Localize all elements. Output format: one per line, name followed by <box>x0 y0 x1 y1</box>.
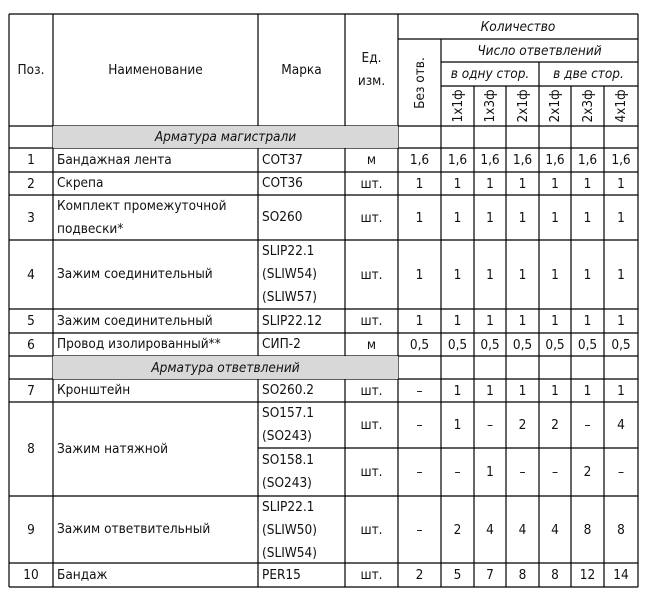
row-mark <box>258 402 345 448</box>
row-value: – <box>486 417 494 433</box>
header-no-branch: Без отв. <box>411 56 428 109</box>
row-unit: шт. <box>360 209 383 226</box>
row-name <box>53 240 258 309</box>
row-value: 1 <box>551 382 559 399</box>
row-value: 1 <box>583 382 592 399</box>
row-value: 0,5 <box>480 336 500 353</box>
row-value: – <box>454 464 461 480</box>
row-mark <box>258 148 345 172</box>
row-mark <box>258 333 345 356</box>
row-name <box>53 402 258 496</box>
row-value: 1 <box>486 382 494 399</box>
row-value: – <box>416 417 423 433</box>
row-value: 4 <box>518 521 527 538</box>
row-value: 1 <box>486 464 494 480</box>
row-value: – <box>519 464 526 480</box>
row-mark-line: SLIP22.12 <box>262 312 323 329</box>
header-unit <box>345 14 398 126</box>
header-one-side: в одну стор. <box>450 66 530 82</box>
row-value: 4 <box>486 521 494 538</box>
row-value: – <box>416 464 423 480</box>
row-value: 1,6 <box>545 152 565 168</box>
header-mark: Марка <box>281 62 322 78</box>
row-value: 1 <box>617 209 625 226</box>
row-value: – <box>584 417 591 433</box>
row-value: 1 <box>486 209 494 226</box>
row-value: 1 <box>583 313 592 329</box>
row-unit: м <box>366 336 377 353</box>
row-value: 8 <box>518 567 527 583</box>
row-mark <box>258 379 345 402</box>
row-value: 1 <box>453 175 462 192</box>
row-value: 1,6 <box>447 152 468 168</box>
row-value: 4 <box>551 521 559 538</box>
row-value: 1 <box>617 266 625 283</box>
row-value: 1 <box>617 382 625 399</box>
row-pos: 2 <box>27 175 35 192</box>
row-name <box>53 563 258 587</box>
row-name <box>53 496 258 563</box>
header-unit-line: изм. <box>357 73 386 89</box>
section-main-title: Арматура магистрали <box>154 129 297 145</box>
row-mark-line: СИП-2 <box>262 336 301 352</box>
row-name <box>53 309 258 333</box>
row-value: 5 <box>453 567 462 583</box>
row-name-line: Скрепа <box>57 175 104 191</box>
row-mark-line: (SLIW54) <box>262 266 317 282</box>
row-mark-line: SLIP22.1 <box>262 243 315 259</box>
header-two-side: в две стор. <box>553 66 624 82</box>
row-mark <box>258 195 345 240</box>
row-value: 0,5 <box>577 336 598 353</box>
row-name-line: Бандажная лента <box>57 151 172 168</box>
row-pos: 5 <box>27 313 35 329</box>
row-name <box>53 195 258 240</box>
row-name <box>53 172 258 195</box>
header-name: Наименование <box>108 62 203 78</box>
row-mark <box>258 309 345 333</box>
row-mark-line: SO157.1 <box>262 405 315 421</box>
row-value: 2 <box>551 417 559 433</box>
row-value: 1 <box>617 175 625 192</box>
row-value: 1 <box>551 313 559 329</box>
row-mark-line: СОТ37 <box>262 151 303 168</box>
row-name-line: Провод изолированный** <box>57 336 221 352</box>
row-value: 1,6 <box>512 152 533 168</box>
row-mark-line: (SO243) <box>262 475 312 491</box>
row-value: 1 <box>518 266 527 283</box>
row-value: 2 <box>518 417 527 433</box>
row-name-line: Зажим соединительный <box>57 266 213 282</box>
row-value: 1 <box>551 266 559 283</box>
row-pos: 3 <box>27 209 35 226</box>
row-mark-line: СОТ36 <box>262 175 303 191</box>
row-mark-line: PER15 <box>262 566 301 583</box>
row-value: 1 <box>486 266 494 283</box>
header-quantity: Количество <box>480 18 556 35</box>
row-mark-line: (SLIW54) <box>262 545 317 561</box>
row-value: 1,6 <box>611 152 631 168</box>
row-value: 4 <box>617 417 625 433</box>
row-pos: 9 <box>27 521 35 538</box>
row-name <box>53 379 258 402</box>
row-pos: 1 <box>27 152 35 168</box>
row-name-line: Кронштейн <box>57 382 131 398</box>
row-value: 14 <box>613 567 629 583</box>
row-mark-line: (SO243) <box>262 428 312 444</box>
row-value: 1 <box>486 313 494 329</box>
row-mark-line: (SLIW57) <box>262 289 317 305</box>
row-name-line: Зажим натяжной <box>57 440 169 457</box>
row-value: – <box>551 464 559 480</box>
header-subcol: 4х1ф <box>613 89 629 123</box>
row-name-line: Бандаж <box>57 566 108 583</box>
row-value: 1 <box>551 209 559 226</box>
row-pos: 10 <box>23 567 39 583</box>
row-mark <box>258 240 345 309</box>
row-value: 1,6 <box>480 152 500 168</box>
row-mark-line: SO260 <box>262 209 303 225</box>
row-name-line: Зажим ответвительный <box>57 521 211 537</box>
header-subcol: 2х1ф <box>547 89 563 123</box>
row-value: 0,5 <box>409 336 430 353</box>
row-pos: 4 <box>27 266 35 283</box>
row-name-line: подвески* <box>57 221 124 237</box>
row-value: 1 <box>453 209 462 226</box>
row-unit: шт. <box>360 464 383 480</box>
row-value: 1 <box>453 417 462 433</box>
row-mark-line: SO158.1 <box>262 452 315 468</box>
row-value: 1,6 <box>577 152 598 168</box>
row-value: – <box>416 382 423 399</box>
row-mark-line: SO260.2 <box>262 382 315 398</box>
header-subcol: 1х3ф <box>482 89 498 123</box>
row-value: 1 <box>453 313 462 329</box>
row-value: 1 <box>518 382 527 399</box>
row-mark <box>258 496 345 563</box>
row-value: – <box>617 464 625 480</box>
row-value: 1 <box>453 382 462 399</box>
row-unit: шт. <box>360 266 383 283</box>
row-value: 12 <box>579 567 596 583</box>
row-value: 2 <box>583 464 592 480</box>
row-name-line: Комплект промежуточной <box>57 198 227 214</box>
row-unit: шт. <box>360 521 383 538</box>
row-name <box>53 148 258 172</box>
row-value: 8 <box>617 521 625 538</box>
header-branches: Число ответвлений <box>477 42 602 59</box>
row-name <box>53 333 258 356</box>
row-value: 0,5 <box>545 336 565 353</box>
row-unit: шт. <box>360 313 383 329</box>
row-unit: шт. <box>360 417 383 433</box>
row-pos: 7 <box>27 382 35 399</box>
header-pos: Поз. <box>17 62 45 78</box>
row-value: 8 <box>583 521 592 538</box>
row-value: 1 <box>518 313 527 329</box>
row-value: 1 <box>617 313 625 329</box>
row-value: 1 <box>551 175 559 192</box>
row-value: 0,5 <box>512 336 533 353</box>
row-value: – <box>416 521 423 538</box>
row-unit: шт. <box>360 175 383 192</box>
row-mark <box>258 563 345 587</box>
row-value: 1 <box>583 175 592 192</box>
row-value: 1 <box>415 175 424 192</box>
row-value: 1 <box>415 266 424 283</box>
row-pos: 8 <box>27 441 35 457</box>
section-branch-title: Арматура ответвлений <box>151 359 300 376</box>
row-value: 2 <box>415 567 424 583</box>
row-value: 0,5 <box>611 336 631 353</box>
row-mark <box>258 172 345 195</box>
header-unit-line: Ед. <box>361 50 382 66</box>
row-value: 1 <box>486 175 494 192</box>
header-subcol: 2х1ф <box>514 89 531 123</box>
row-value: 1,6 <box>409 152 430 168</box>
row-mark-line: SLIP22.1 <box>262 499 315 515</box>
row-value: 1 <box>583 266 592 283</box>
row-value: 1 <box>415 209 424 226</box>
row-value: 2 <box>453 521 462 538</box>
row-value: 1 <box>518 209 527 226</box>
row-unit: м <box>366 152 377 168</box>
row-unit: шт. <box>360 567 383 583</box>
row-value: 1 <box>518 175 527 192</box>
row-value: 0,5 <box>447 336 468 353</box>
row-mark <box>258 448 345 496</box>
header-subcol: 2х3ф <box>579 89 596 123</box>
row-value: 1 <box>453 266 462 283</box>
row-unit: шт. <box>360 382 383 399</box>
row-value: 7 <box>486 567 494 583</box>
row-value: 1 <box>583 209 592 226</box>
row-mark-line: (SLIW50) <box>262 522 317 538</box>
row-name-line: Зажим соединительный <box>57 312 213 329</box>
row-value: 8 <box>551 567 559 583</box>
row-value: 1 <box>415 313 424 329</box>
header-subcol: 1х1ф <box>449 89 466 123</box>
row-pos: 6 <box>27 336 35 353</box>
